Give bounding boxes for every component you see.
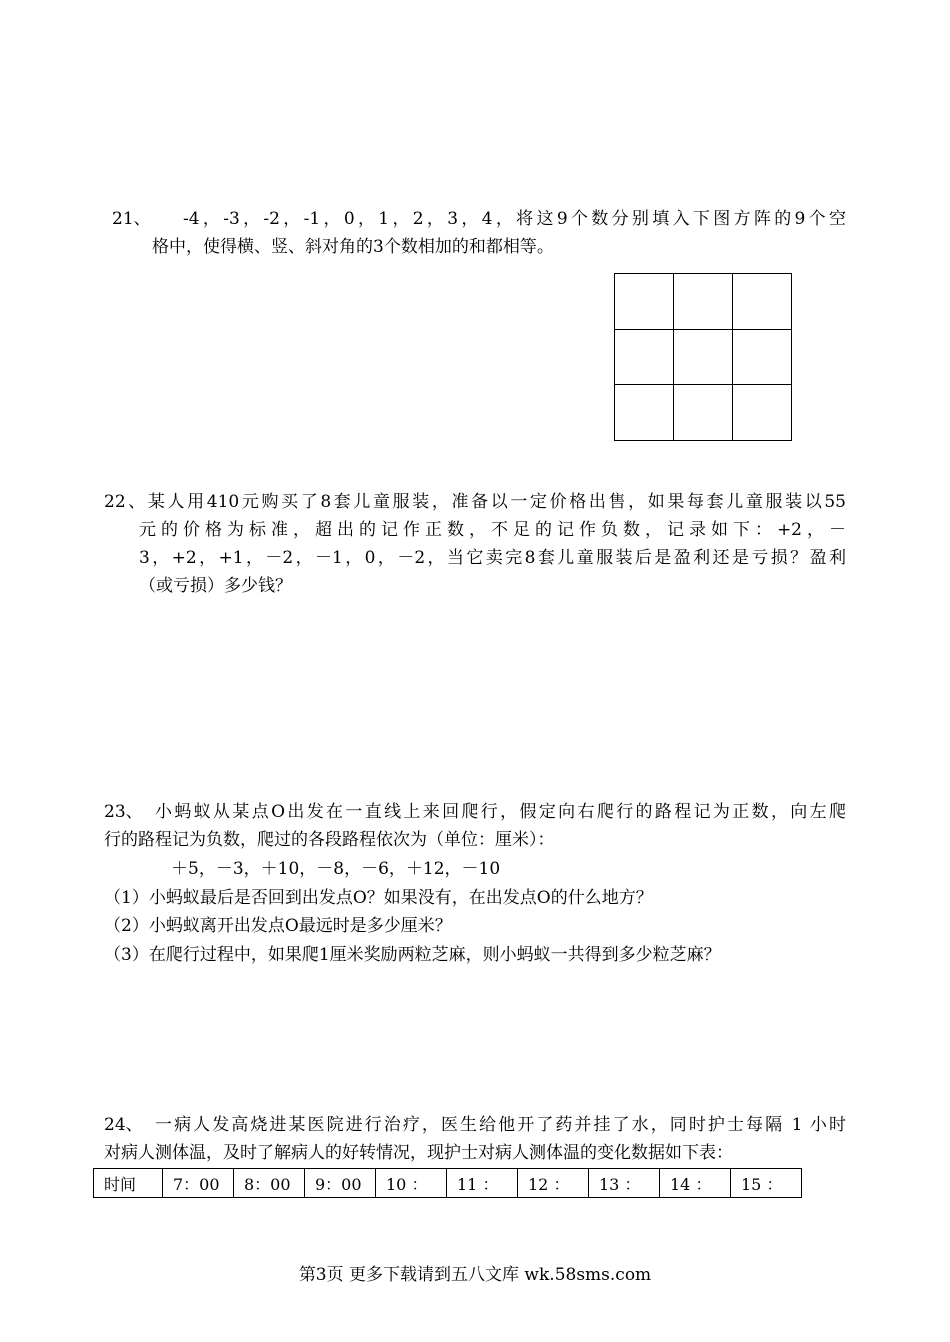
q24-text-line1: 一病人发高烧进某医院进行治疗，医生给他开了药并挂了水，同时护士每隔 1 小时: [155, 1115, 846, 1135]
grid-cell: [733, 274, 792, 330]
grid-cell: [615, 274, 674, 330]
magic-square-grid: [614, 273, 792, 441]
table-cell: 14 ：: [660, 1169, 731, 1198]
q21-text-line1: -4，-3，-2，-1，0，1，2，3，4，将这9个数分别填入下图方阵的9个空: [183, 209, 846, 229]
q23-number: 23、: [104, 802, 143, 822]
grid-cell: [733, 329, 792, 385]
page-footer: 第3页 更多下载请到五八文库 wk.58sms.com: [298, 1265, 652, 1285]
grid-cell: [733, 385, 792, 441]
table-cell: 8：00: [234, 1169, 305, 1198]
q24-number: 24、: [104, 1115, 143, 1135]
table-row: [94, 1169, 802, 1198]
q23-sub1: （1）小蚂蚁最后是否回到出发点O？如果没有，在出发点O的什么地方？: [104, 888, 653, 908]
q22-text-line3: 3，+2，+1，－2，－1，0，－2，当它卖完8套儿童服装后是盈利还是亏损？盈利: [139, 548, 846, 568]
q23-text-line1: 小蚂蚁从某点O出发在一直线上来回爬行，假定向右爬行的路程记为正数，向左爬: [155, 802, 846, 822]
grid-cell: [615, 385, 674, 441]
q21-text-line2: 格中，使得横、竖、斜对角的3个数相加的和都相等。: [152, 237, 554, 257]
grid-cell: [674, 274, 733, 330]
q23-values: ＋5，－3，＋10，－8，－6，＋12，－10: [171, 859, 501, 879]
q23-sub2: （2）小蚂蚁离开出发点O最远时是多少厘米？: [104, 916, 452, 936]
q22-text-line4: （或亏损）多少钱？: [139, 576, 292, 596]
temperature-table: [93, 1168, 802, 1198]
table-cell: 12 ：: [518, 1169, 589, 1198]
grid-cell: [674, 385, 733, 441]
grid-cell: [674, 329, 733, 385]
q23-text-line2: 行的路程记为负数，爬过的各段路程依次为（单位：厘米）：: [104, 830, 555, 850]
table-cell: 10 ：: [376, 1169, 447, 1198]
table-cell: 11 ：: [447, 1169, 518, 1198]
table-cell: 9：00: [305, 1169, 376, 1198]
table-cell: 7：00: [163, 1169, 234, 1198]
q23-sub3: （3）在爬行过程中，如果爬1厘米奖励两粒芝麻，则小蚂蚁一共得到多少粒芝麻？: [104, 945, 721, 965]
table-cell: 15 ：: [731, 1169, 802, 1198]
table-cell: 13 ：: [589, 1169, 660, 1198]
q22-text-line2: 元的价格为标准，超出的记作正数，不足的记作负数，记录如下：+2，－: [139, 520, 846, 540]
grid-cell: [615, 329, 674, 385]
q22-text-line1: 22、某人用410元购买了8套儿童服装，准备以一定价格出售，如果每套儿童服装以55: [104, 492, 846, 512]
q24-text-line2: 对病人测体温，及时了解病人的好转情况，现护士对病人测体温的变化数据如下表：: [104, 1143, 733, 1163]
q21-number: 21、: [112, 209, 151, 229]
table-cell: 时间: [94, 1169, 163, 1198]
